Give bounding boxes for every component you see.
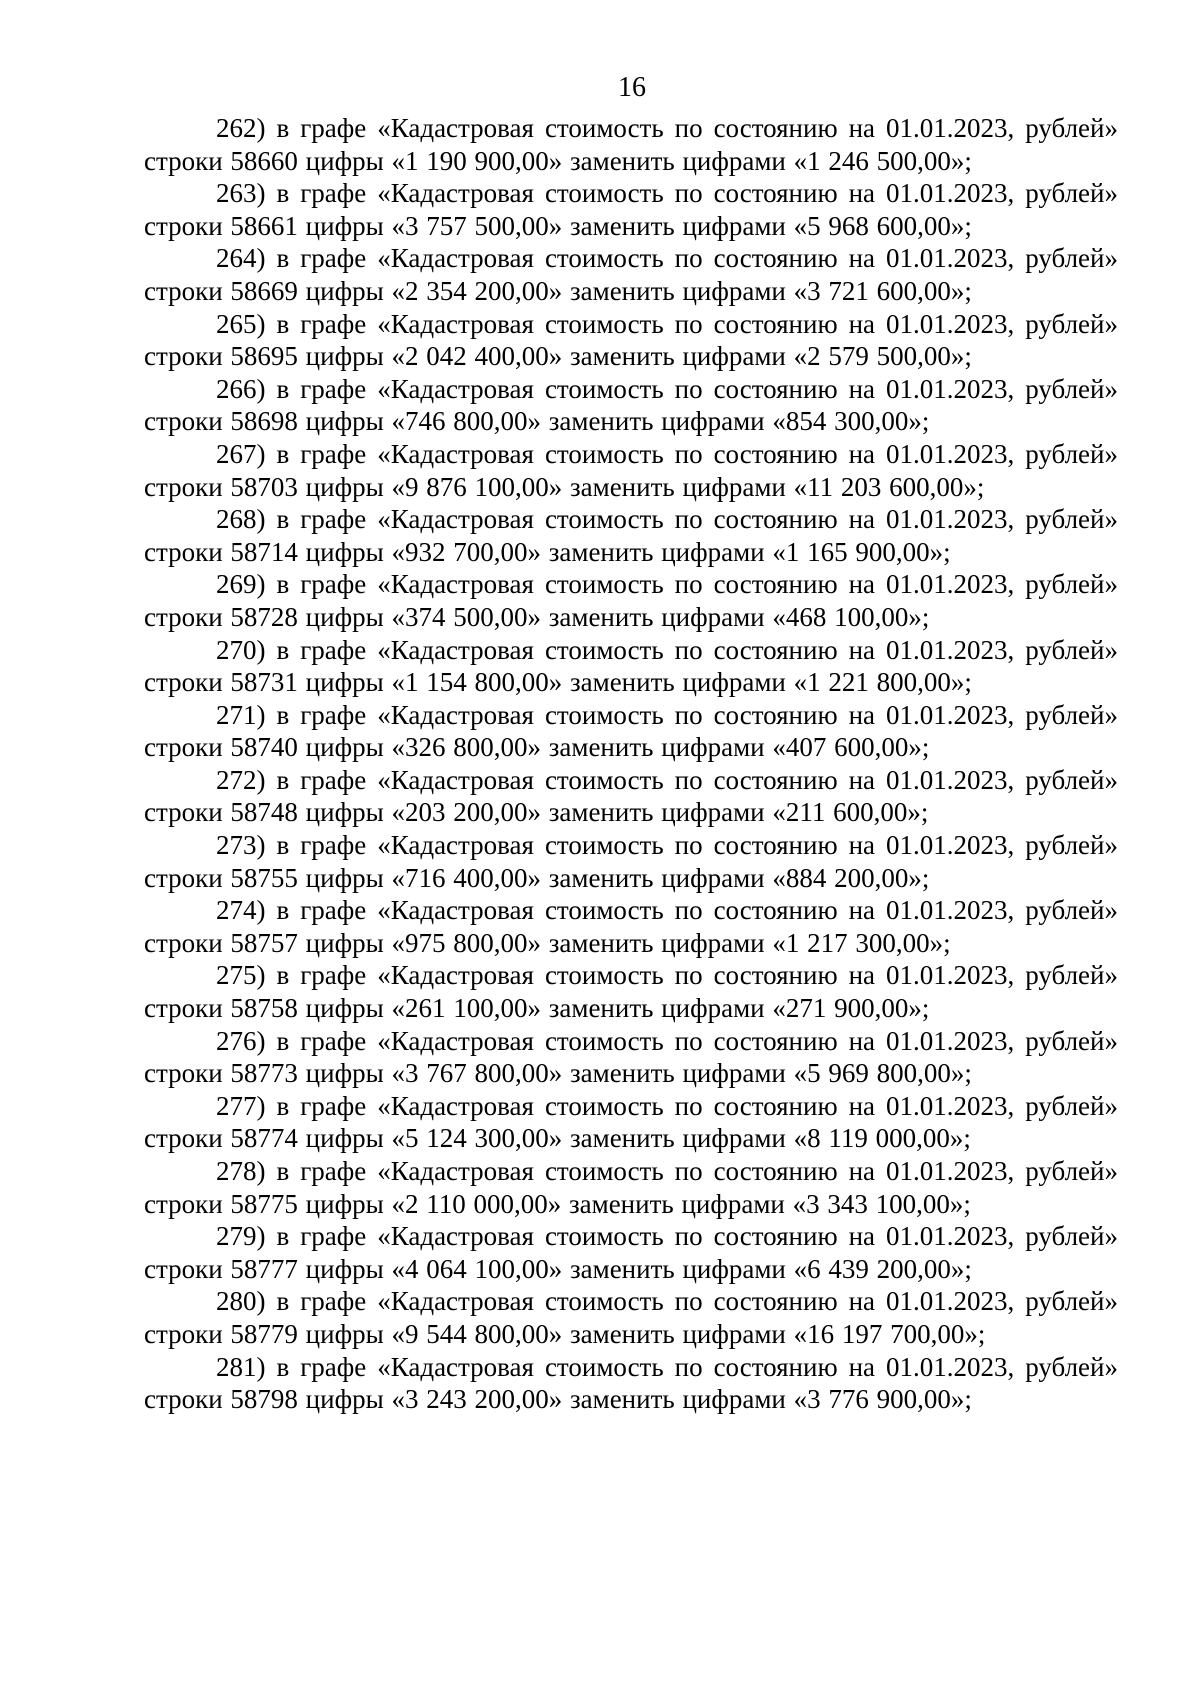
amendment-item: 280) в графе «Кадастровая стоимость по состоянию на 01.01.2023, рублей» строки 58779 цифры «9 544 800,00» заменить цифрами «16 197 700,00»; [144,1286,1118,1349]
amendment-item: 272) в графе «Кадастровая стоимость по состоянию на 01.01.2023, рублей» строки 58748 цифры «203 200,00» заменить цифрами «211 600,00»; [144,764,1118,828]
amendment-item: 271) в графе «Кадастровая стоимость по состоянию на 01.01.2023, рублей» строки 58740 цифры «326 800,00» заменить цифрами «407 600,00»; [144,699,1118,763]
amendment-item: 266) в графе «Кадастровая стоимость по состоянию на 01.01.2023, рублей» строки 58698 цифры «746 800,00» заменить цифрами «854 300,00»; [144,373,1118,437]
amendment-item: 281) в графе «Кадастровая стоимость по состоянию на 01.01.2023, рублей» строки 58798 цифры «3 243 200,00» заменить цифрами «3 776 900,00»; [144,1351,1118,1415]
amendment-item: 269) в графе «Кадастровая стоимость по состоянию на 01.01.2023, рублей» строки 58728 цифры «374 500,00» заменить цифрами «468 100,00»; [144,569,1118,632]
amendment-item: 263) в графе «Кадастровая стоимость по состоянию на 01.01.2023, рублей» строки 58661 цифры «3 757 500,00» заменить цифрами «5 968 600,00»; [144,178,1118,241]
amendment-item: 277) в графе «Кадастровая стоимость по состоянию на 01.01.2023, рублей» строки 58774 цифры «5 124 300,00» заменить цифрами «8 119 000,00»; [144,1090,1118,1154]
amendment-item: 270) в графе «Кадастровая стоимость по состоянию на 01.01.2023, рублей» строки 58731 цифры «1 154 800,00» заменить цифрами «1 221 800,00»; [144,634,1118,698]
amendment-item: 264) в графе «Кадастровая стоимость по состоянию на 01.01.2023, рублей» строки 58669 цифры «2 354 200,00» заменить цифрами «3 721 600,00»; [144,243,1118,306]
amendment-item: 276) в графе «Кадастровая стоимость по состоянию на 01.01.2023, рублей» строки 58773 цифры «3 767 800,00» заменить цифрами «5 969 800,00»; [144,1025,1118,1089]
amendment-item: 267) в графе «Кадастровая стоимость по состоянию на 01.01.2023, рублей» строки 58703 цифры «9 876 100,00» заменить цифрами «11 203 600,00»; [144,438,1118,502]
amendment-item: 275) в графе «Кадастровая стоимость по состоянию на 01.01.2023, рублей» строки 58758 цифры «261 100,00» заменить цифрами «271 900,00»; [144,960,1118,1024]
amendment-list [144,112,1118,1416]
amendment-item: 278) в графе «Кадастровая стоимость по состоянию на 01.01.2023, рублей» строки 58775 цифры «2 110 000,00» заменить цифрами «3 343 100,00»; [144,1156,1118,1219]
amendment-item: 265) в графе «Кадастровая стоимость по состоянию на 01.01.2023, рублей» строки 58695 цифры «2 042 400,00» заменить цифрами «2 579 500,00»; [144,308,1118,372]
amendment-item: 262) в графе «Кадастровая стоимость по состоянию на 01.01.2023, рублей» строки 58660 цифры «1 190 900,00» заменить цифрами «1 246 500,00»; [144,113,1118,176]
amendment-item: 274) в графе «Кадастровая стоимость по состоянию на 01.01.2023, рублей» строки 58757 цифры «975 800,00» заменить цифрами «1 217 300,00»; [144,895,1118,958]
amendment-item: 273) в графе «Кадастровая стоимость по состоянию на 01.01.2023, рублей» строки 58755 цифры «716 400,00» заменить цифрами «884 200,00»; [144,830,1118,893]
amendment-item: 268) в графе «Кадастровая стоимость по состоянию на 01.01.2023, рублей» строки 58714 цифры «932 700,00» заменить цифрами «1 165 900,00»; [144,504,1118,567]
page-number: 16 [618,72,646,103]
amendment-item: 279) в графе «Кадастровая стоимость по состоянию на 01.01.2023, рублей» строки 58777 цифры «4 064 100,00» заменить цифрами «6 439 200,00»; [144,1221,1118,1284]
